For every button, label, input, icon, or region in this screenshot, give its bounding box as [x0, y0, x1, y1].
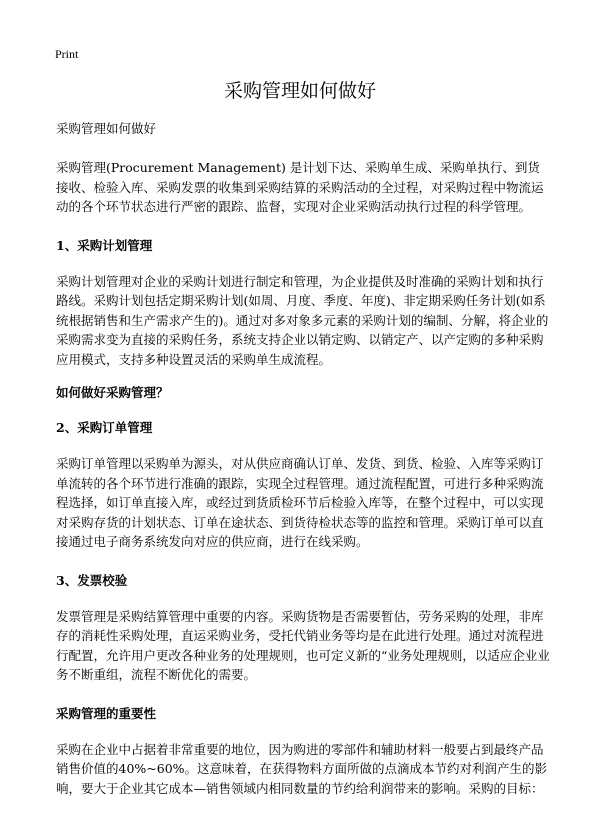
section-paragraph-importance: 采购在企业中占据着非常重要的地位，因为购进的零部件和辅助材料一般要占到最终产品销售价值的40%~60%。这意味着，在获得物料方面所做的点滴成本节约对利润产生的影响，要大于企业其它成本—销售领域内相同数量的节约给利润带来的影响。采购的目标： [56, 741, 548, 796]
section-heading-importance: 采购管理的重要性 [56, 705, 157, 721]
section-heading-procurement-plan: 1、采购计划管理 [56, 237, 153, 253]
section-paragraph-invoice-verification: 发票管理是采购结算管理中重要的内容。采购货物是否需要暂估，劳务采购的处理，非库存的消耗性采购处理，直运采购业务，受托代销业务等均是在此进行处理。通过对流程进行配置，允许用户更改各种业务的处理规则，也可定义新的“业务处理规则，以适应企业业务不断重组，流程不断优化的需要。 [56, 608, 550, 682]
article-subtitle: 采购管理如何做好 [56, 121, 157, 136]
page-title: 采购管理如何做好 [223, 80, 376, 102]
section-paragraph-procurement-plan: 采购计划管理对企业的采购计划进行制定和管理，为企业提供及时准确的采购计划和执行路线。采购计划包括定期采购计划(如周、月度、季度、年度)、非定期采购任务计划(如系统根据销售和生产需求产生的)。通过对多对象多元素的采购计划的编制、分解，将企业的采购需求变为直接的采购任务，系统支持企业以销定购、以销定产、以产定购的多种采购应用模式，支持多种设置灵活的采购单生成流程。 [56, 273, 549, 367]
section-heading-invoice-verification: 3、发票校验 [56, 572, 128, 588]
print-link[interactable]: Print [55, 47, 79, 61]
section-paragraph-purchase-order: 采购订单管理以采购单为源头，对从供应商确认订单、发货、到货、检验、入库等采购订单流转的各个环节进行准确的跟踪，实现全过程管理。通过流程配置，可进行多种采购流程选择，如订单直接入库，或经过到货质检环节后检验入库等，在整个过程中，可以实现对采购存货的计划状态、订单在途状态、到货待检状态等的监控和管理。采购订单可以直接通过电子商务系统发向对应的供应商，进行在线采购。 [56, 456, 544, 549]
section-heading-how-to: 如何做好采购管理？ [56, 385, 169, 400]
intro-paragraph: 采购管理(Procurement Management) 是计划下达、采购单生成、采购单执行、到货接收、检验入库、采购发票的收集到采购结算的采购活动的全过程，对采购过程中物流运动的各个环节状态进行严密的跟踪、监督，实现对企业采购活动执行过程的科学管理。 [56, 160, 544, 214]
article-body [56, 120, 550, 798]
section-heading-purchase-order: 2、采购订单管理 [56, 420, 153, 435]
